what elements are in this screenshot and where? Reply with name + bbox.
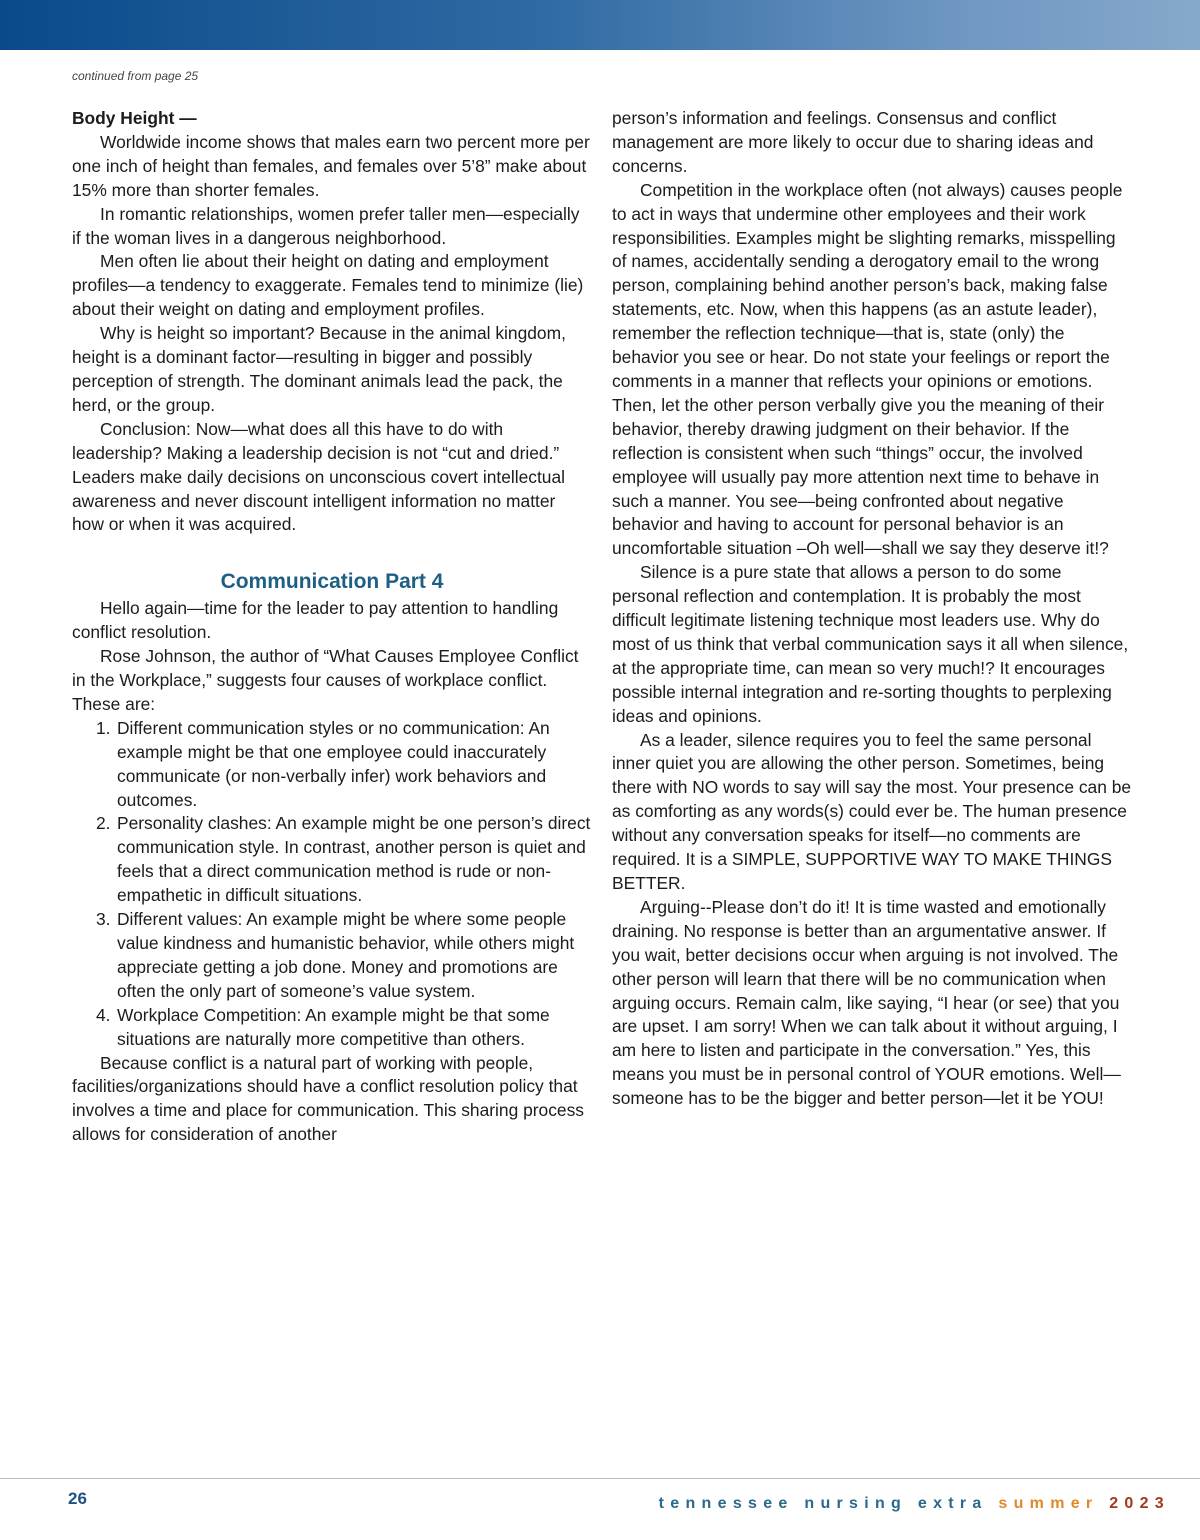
list-item [72,1004,592,1052]
body-paragraph: Worldwide income shows that males earn two percent more per one inch of height than females, and females over 5’8” make about 15% more than shorter females. [72,131,590,200]
footer-publication-title [659,1495,1170,1513]
body-paragraph: Because conflict is a natural part of working with people, facilities/organizations should have a conflict resolution policy that involves a time and place for communication. This sharing process allows for consideration of another [72,1052,584,1145]
list-number: 1. [96,717,111,738]
list-item-text: Different values: An example might be where some people value kindness and humanistic behavior, while others might appreciate getting a job done. Money and promotions are often the only part of someone’s value system. [117,909,575,1001]
left-column [72,107,592,1147]
list-number: 4. [96,1004,111,1025]
list-item-text: Workplace Competition: An example might be that some situations are naturally more competitive than others. [117,1004,550,1049]
body-paragraph: Hello again—time for the leader to pay attention to handling conflict resolution. [72,598,559,643]
continued-note: continued from page 25 [72,69,199,83]
body-paragraph: Arguing--Please don’t do it! It is time wasted and emotionally draining. No response is better than an argumentative answer. If you wait, better decisions occur when arguing is not involved. The other person will learn that there will be no communication when arguing occurs. Remain calm, like saying, “I hear (or see) that you are upset. I am sorry! When we can talk about it without arguing, I am here to listen and participate in the conversation.” Yes, this means you must be in personal control of YOUR emotions. Well—someone has to be the bigger and better person—let it be YOU! [612,896,1121,1109]
right-column [612,107,1132,1111]
body-paragraph: Conclusion: Now—what does all this have to do with leadership? Making a leadership decision is not “cut and dried.” Leaders make daily decisions on unconscious covert intellectual awareness and never discount intelligent information no matter how or when it was acquired. [72,418,566,535]
list-item [72,908,592,1004]
body-paragraph: Competition in the workplace often (not always) causes people to act in ways that undermine other employees and their work responsibilities. Examples might be slighting remarks, misspelling of names, accidentally sending a derogatory email to the wrong person, complaining behind another person’s back, making false statements, etc. Now, when this happens (as an astute leader), remember the reflection technique—that is, state (only) the behavior you see or hear. Do not state your feelings or report the comments in a manner that reflects your opinions or emotions. Then, let the other person verbally give you the meaning of their behavior, thereby drawing judgment on their behavior. If the reflection is consistent when such “things” occur, the involved employee will usually pay more attention next time to behave in such a manner. You see—being confronted about negative behavior and having to account for personal behavior is an uncomfortable situation –Oh well—shall we say they deserve it!? [612,179,1123,559]
body-paragraph: Men often lie about their height on dating and employment profiles—a tendency to exaggerate. Females tend to minimize (lie) about their weight on dating and employment profiles. [72,251,584,320]
body-paragraph: In romantic relationships, women prefer taller men—especially if the woman lives in a dangerous neighborhood. [72,203,580,248]
list-item [72,812,592,908]
body-paragraph: Rose Johnson, the author of “What Causes Employee Conflict in the Workplace,” suggests four causes of workplace conflict. These are: [72,646,579,714]
body-paragraph: Why is height so important? Because in the animal kingdom, height is a dominant factor—resulting in bigger and possibly perception of strength. The dominant animals lead the pack, the herd, or the group. [72,323,566,415]
header-color-band [0,0,1200,50]
list-number: 2. [96,813,111,834]
publication-season: summer [998,1495,1099,1512]
body-height-heading: Body Height — [72,108,197,128]
body-paragraph: Silence is a pure state that allows a person to do some personal reflection and contemplation. It is probably the most difficult legitimate listening technique most leaders use. Why do most of us think that verbal communication says it all when silence, at the appropriate time, can mean so very much!? It encourages possible internal integration and re-sorting thoughts to perplexing ideas and opinions. [612,562,1129,726]
list-item-text: Different communication styles or no communication: An example might be that one employee could inaccurately communicate (or non-verbally infer) work behaviors and outcomes. [117,717,550,810]
list-item [72,717,592,813]
list-item-text: Personality clashes: An example might be one person’s direct communication style. In contrast, another person is quiet and feels that a direct communication method is rude or non-empathetic in difficult situations. [117,813,591,906]
publication-year: 2023 [1109,1495,1170,1512]
publication-name: tennessee nursing extra [658,1495,988,1512]
section-title: Communication Part 4 [220,570,444,594]
list-number: 3. [96,909,111,930]
body-paragraph: person’s information and feelings. Consensus and conflict management are more likely to occur due to sharing ideas and concerns. [612,108,1094,176]
body-paragraph: As a leader, silence requires you to feel the same personal inner quiet you are allowing the other person. Sometimes, being there with NO words to say will say the most. Your presence can be as comforting as any words(s) could ever be. The human presence without any conversation speaks for itself—no comments are required. It is a SIMPLE, SUPPORTIVE WAY TO MAKE THINGS BETTER. [612,729,1132,893]
page-number: 26 [68,1489,87,1508]
footer-divider [0,1478,1200,1479]
conflict-causes-list [72,717,592,1052]
